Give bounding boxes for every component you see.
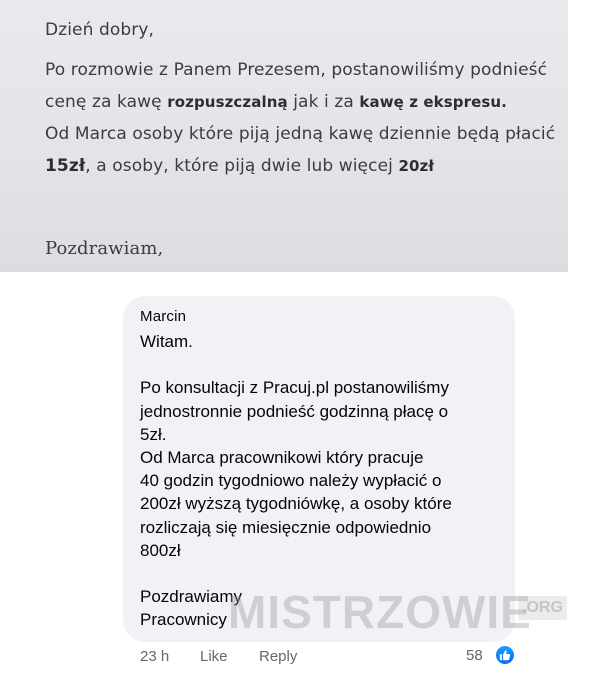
reaction-count[interactable]: 58 (466, 647, 483, 664)
comment-line (140, 353, 520, 376)
comment-line (140, 562, 520, 585)
like-button[interactable]: Like (200, 648, 228, 665)
comment-line: 5zł. (140, 424, 167, 444)
comment-line: Pracownicy (140, 610, 227, 630)
comment-line: 40 godzin tygodniowo należy wypłacić o (140, 471, 442, 491)
note-line: Od Marca osoby które piją jedną kawę dziennie będą płacić (45, 124, 556, 144)
note-closing: Pozdrawiam, (45, 238, 164, 259)
comment-line: jednostronnie podnieść godzinną płacę o (140, 401, 449, 421)
comment-author[interactable]: Marcin (140, 308, 187, 325)
comment-line: Witam. (140, 332, 193, 351)
thumbs-up-icon[interactable] (494, 644, 516, 666)
reply-button[interactable]: Reply (259, 648, 298, 665)
comment-line: 200zł wyższą tygodniówkę, a osoby które (140, 494, 452, 514)
note-greeting: Dzień dobry, (45, 20, 155, 40)
comment-line: 800zł (140, 540, 181, 560)
comment-line: Pozdrawiamy (140, 587, 243, 607)
printed-note-photo (0, 0, 584, 272)
comment-line: rozliczają się miesięcznie odpowiednio (140, 517, 432, 537)
comment-line: Od Marca pracownikowi który pracuje (140, 447, 424, 467)
watermark: MISTRZOWIE (228, 586, 532, 638)
note-line: cenę za kawę rozpuszczalną jak i za kawę z ekspresu. (45, 92, 507, 112)
note-line: 15zł, a osoby, które piją dwie lub więcej 20zł (45, 156, 435, 176)
note-edge (568, 0, 584, 272)
comment-line: Po konsultacji z Pracuj.pl postanowiliśmy (140, 378, 449, 398)
comment-timestamp[interactable]: 23 h (140, 648, 170, 665)
watermark-tld: .ORG (518, 596, 567, 620)
note-line: Po rozmowie z Panem Prezesem, postanowiliśmy podnieść (45, 60, 548, 80)
